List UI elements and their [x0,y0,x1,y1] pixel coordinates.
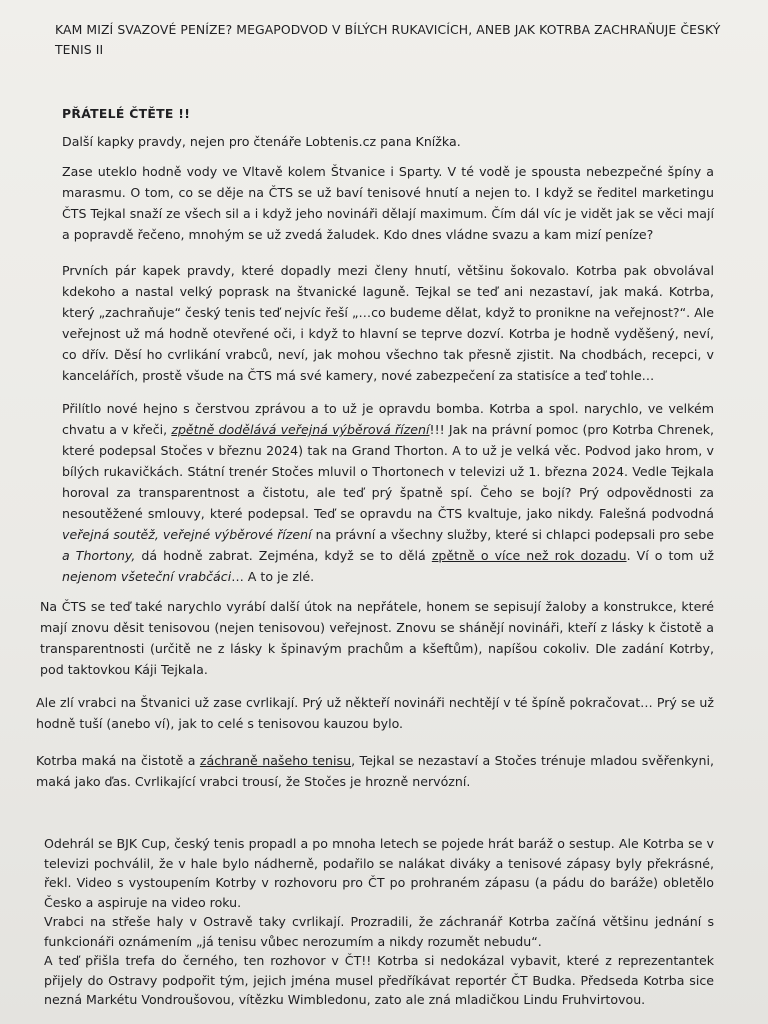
p3-underlined-1: zpětně dodělává veřejná výběrová řízení [171,422,430,437]
p3-text-e: na právní a všechny služby, které si chlapci podepsali pro sebe [311,527,714,542]
p3-text-i: . Ví o tom už [626,548,715,563]
p3-text-g: dá hodně zabrat. Zejména, když se to dělá [135,548,432,563]
p7-part-b: Vrabci na střeše haly v Ostravě taky cvrlikají. Prozradili, že záchranář Kotrba začíná většinu jednání s funkcionáři oznámením „já tenisu vůbec nerozumím a nikdy rozumět nebudu“. [44,914,714,949]
greeting: PŘÁTELÉ ČTĚTE !! [62,106,191,121]
intro-paragraph: Další kapky pravdy, nejen pro čtenáře Lobtenis.cz pana Knížka. [62,134,461,149]
article-title: KAM MIZÍ SVAZOVÉ PENÍZE? MEGAPODVOD V BÍLÝCH RUKAVICÍCH, ANEB JAK KOTRBA ZACHRAŇUJE ČESKÝ TENIS II [55,22,721,57]
p3-underlined-2: zpětně o více než rok dozadu [431,548,627,563]
p3-italic-1: veřejná soutěž, veřejné výběrové řízení [62,527,312,542]
p3-text-c: !!! Jak na právní pomoc (pro Kotrba Chrenek, které podepsal Stočes v březnu 2024) tak na Grand Thorton. A to už je velká věc. Podvod jako hrom, v bílých rukavičkách. Státní trenér Stočes mluvil o Thortonech v televizi už 1. března 2024. Vedle Tejkala horoval za transparentnost a čistotu, ale teď prý špatně spí. Čeho se bojí? Prý odpovědnosti za nesoutěžené smlouvy, které podepsal. Teď se opravdu na ČTS kvaltuje, jako nikdy. Falešná podvodná [62,422,715,521]
paragraph-6 [36,750,714,792]
paragraph-5: Ale zlí vrabci na Štvanici už zase cvrlikají. Prý už někteří novináři nechtějí v té špíně pokračovat… Prý se už hodně tuší (anebo ví), jak to celé s tenisovou kauzou bylo. [36,695,714,731]
p3-italic-2: a Thortony, [62,548,136,563]
paragraph-4: Na ČTS se teď také narychlo vyrábí další útok na nepřátele, honem se sepisují žaloby a konstrukce, které mají znovu děsit tenisovou (nejen tenisovou) veřejnost. Znovu se shánějí novináři, kteří z lásky k čistotě a transparentnosti (určitě ne z lásky k špinavým prachům a kšeftům), napíšou cokoliv. Dle zadání Kotrby, pod taktovkou Káji Tejkala. [40,599,714,677]
paragraph-2-text: Prvních pár kapek pravdy, které dopadly mezi členy hnutí, většinu šokovalo. Kotrba pak obvolával kdekoho a nastal velký poprask na štvanické laguně. Tejkal se teď ani nezastaví, jak maká. Kotrba, který „zachraňuje“ český tenis teď nejvíc řeší „…co budeme dělat, když to pronikne na veřejnost?“. Ale veřejnost už má hodně otevřené oči, i když to hlavní se teprve dozví. Kotrba je hodně vyděšený, neví, co dřív. Děsí ho cvrlikání vrabců, neví, jak mohou všechno tak přesně zjistit. Na chodbách, recepci, v kancelářích, prostě všude na ČTS má své kamery, nové zabezpečení za statisíce a teď tohle… [62,263,714,383]
p6-text-c: , Tejkal se nezastaví a Stočes trénuje mladou svěřenkyni, maká jako ďas. Cvrlikající vrabci trousí, že Stočes je hrozně nervózní. [36,753,714,789]
p6-underlined: záchraně našeho tenisu [199,753,352,768]
p3-italic-3: nejenom všeteční vrabčáci [62,569,232,584]
p7-part-c: A teď přišla trefa do černého, ten rozhovor v ČT!! Kotrba si nedokázal vybavit, které z reprezentantek přijely do Ostravy podpořit tým, jejich jména musel předříkávat reportér ČT Budka. Předseda Kotrba sice nezná Markétu Vondroušovou, vítězku Wimbledonu, zato ale zná mladičkou Lindu Fruhvirtovou. [44,953,714,1007]
paragraph-1: Zase uteklo hodně vody ve Vltavě kolem Štvanice i Sparty. V té vodě je spousta nebezpečné špíny a marasmu. O tom, co se děje na ČTS se už baví tenisové hnutí a nejen to. I když se ředitel marketingu ČTS Tejkal snaží ze všech sil a i když jeho novináři dělají maximum. Čím dál víc je vidět jak se věci mají a popravdě řečeno, mnohým se už zvedá žaludek. Kdo dnes vládne svazu a kam mizí peníze? [62,164,714,242]
paragraph-3 [62,398,714,587]
p6-text-a: Kotrba maká na čistotě a [36,753,200,768]
p3-text-k: … A to je zlé. [231,569,315,584]
paragraph-7 [44,834,714,1010]
p7-part-a: Odehrál se BJK Cup, český tenis propadl a po mnoha letech se pojede hrát baráž o sestup. Ale Kotrba se v televizi pochválil, že v hale bylo nádherně, podařilo se nalákat diváky a tenisové zápasy byly překrásné, řekl. Video s vystoupením Kotrby v rozhovoru pro ČT po prohraném zápasu (a pádu do baráže) obletělo Česko a aspiruje na video roku. [44,836,714,910]
p3-text-a: Přilítlo nové hejno s čerstvou zprávou a to už je opravdu bomba. Kotrba a spol. narychlo, ve velkém chvatu a v křeči, [62,401,714,437]
paragraph-2 [62,260,714,386]
